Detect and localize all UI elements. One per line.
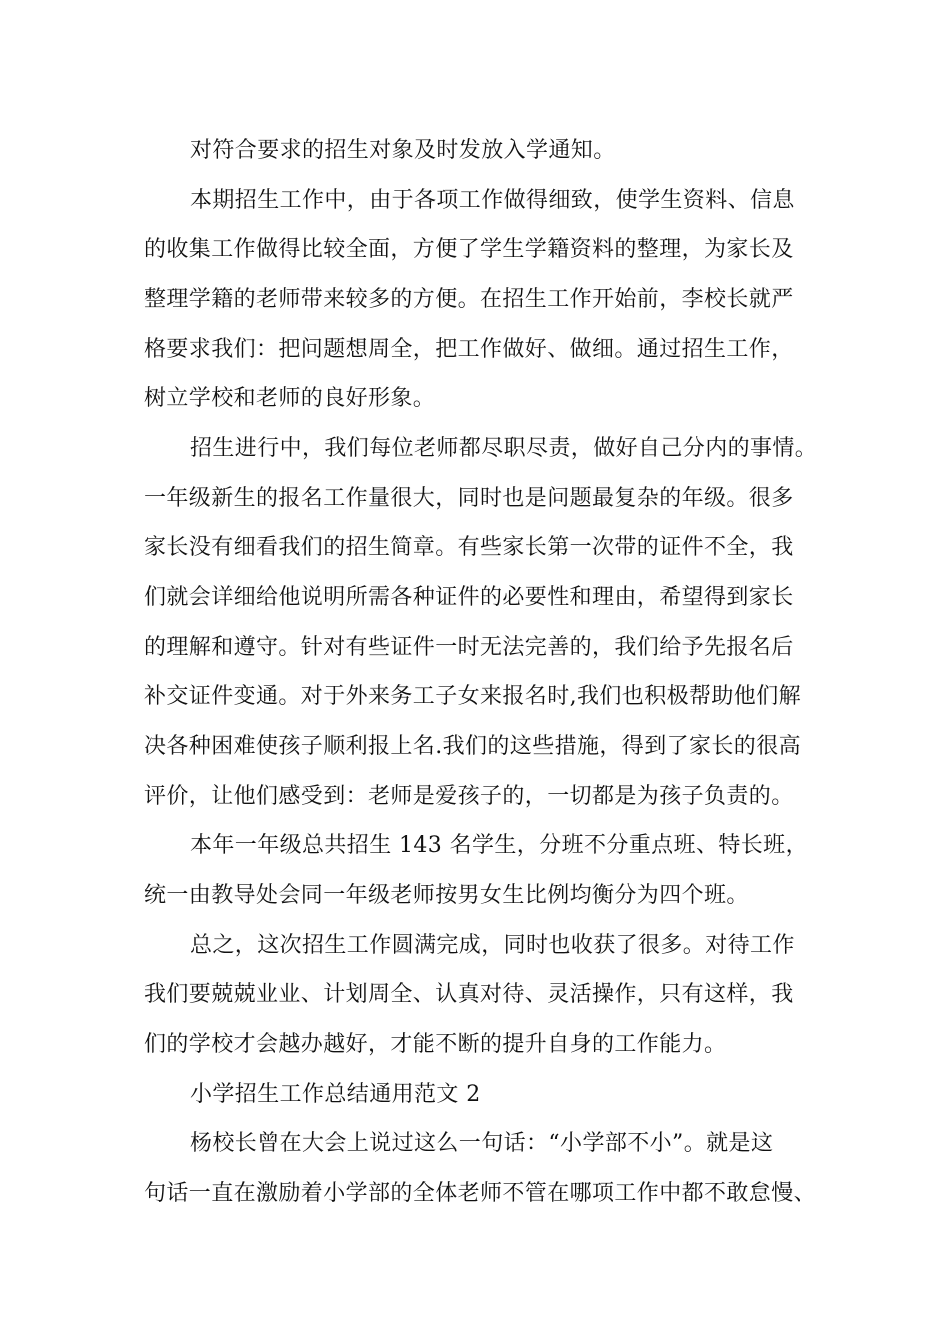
paragraph-line: 树立学校和老师的良好形象。 [144, 386, 436, 411]
paragraph-line: 格要求我们：把问题想周全，把工作做好、做细。通过招生工作， [144, 337, 794, 362]
paragraph-line: 总之，这次招生工作圆满完成，同时也收获了很多。对待工作 [190, 933, 795, 958]
paragraph-line: 们就会详细给他说明所需各种证件的必要性和理由，希望得到家长 [144, 585, 794, 610]
paragraph-line: 们的学校才会越办越好，才能不断的提升自身的工作能力。 [144, 1032, 727, 1057]
paragraph-line: 对符合要求的招生对象及时发放入学通知。 [190, 138, 616, 163]
paragraph-line: 家长没有细看我们的招生简章。有些家长第一次带的证件不全，我 [144, 535, 794, 560]
paragraph-line: 本期招生工作中，由于各项工作做得细致，使学生资料、信息 [190, 188, 795, 213]
paragraph-line: 我们要兢兢业业、计划周全、认真对待、灵活操作，只有这样，我 [144, 982, 794, 1007]
paragraph-line: 杨校长曾在大会上说过这么一句话：“小学部不小”。就是这 [190, 1131, 774, 1156]
paragraph-line: 一年级新生的报名工作量很大，同时也是问题最复杂的年级。很多 [144, 486, 794, 511]
paragraph-line: 整理学籍的老师带来较多的方便。在招生工作开始前，李校长就严 [144, 287, 794, 312]
paragraph-line: 的理解和遵守。针对有些证件一时无法完善的，我们给予先报名后 [144, 635, 794, 660]
paragraph-line: 评价，让他们感受到：老师是爱孩子的，一切都是为孩子负责的。 [144, 784, 794, 809]
paragraph-line: 本年一年级总共招生 143 名学生，分班不分重点班、特长班， [190, 833, 808, 858]
section-heading: 小学招生工作总结通用范文 2 [190, 1082, 481, 1107]
paragraph-line: 统一由教导处会同一年级老师按男女生比例均衡分为四个班。 [144, 883, 749, 908]
paragraph-line: 决各种困难使孩子顺利报上名.我们的这些措施，得到了家长的很高 [144, 734, 801, 759]
paragraph-line: 的收集工作做得比较全面，方便了学生学籍资料的整理，为家长及 [144, 237, 794, 262]
paragraph-line: 句话一直在激励着小学部的全体老师不管在哪项工作中都不敢怠慢、 [144, 1181, 817, 1206]
paragraph-line: 补交证件变通。对于外来务工子女来报名时,我们也积极帮助他们解 [144, 684, 801, 709]
paragraph-line: 招生进行中，我们每位老师都尽职尽责，做好自己分内的事情。 [190, 436, 818, 461]
